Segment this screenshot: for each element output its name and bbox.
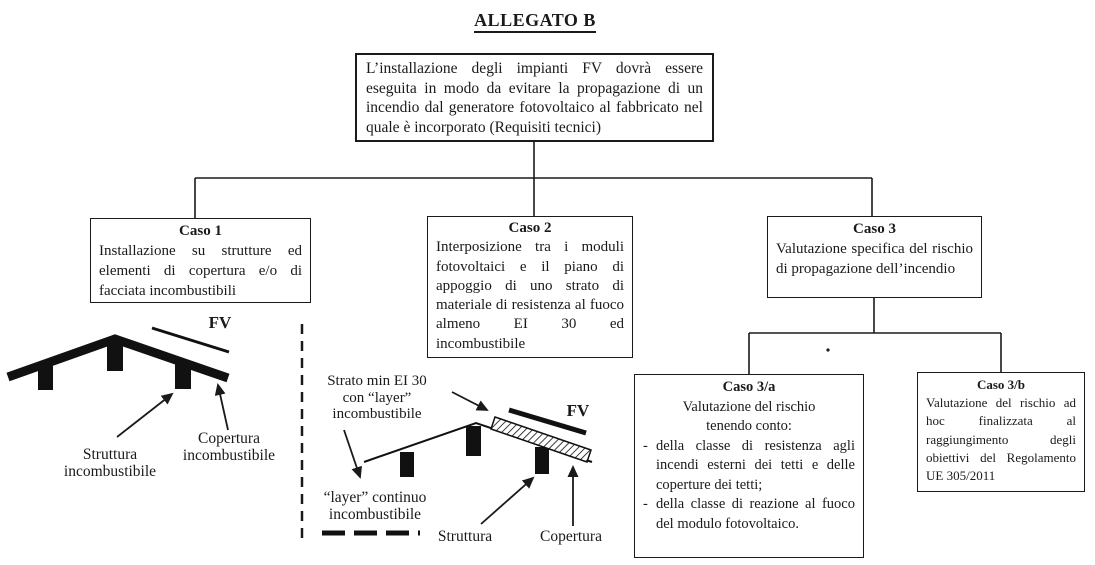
caso1-box [90,218,311,303]
caso3-box [767,216,982,298]
caso2-fv-label: FV [566,401,590,420]
caso3a-title: Caso 3/a [722,379,776,395]
caso3a-box [634,374,864,558]
root-requirement-box [355,53,714,142]
ink-dot [826,348,829,351]
struttura-arrow [481,478,533,524]
caso3a-bullet-1-text: della classe di resistenza agli incendi esterni dei tetti e delle coperture dei tetti; [656,437,855,493]
caso1-struttura-label-line1: Struttura [82,446,138,463]
caso3b-body: Valutazione del rischio ad hoc finalizzata al raggiungimento degli obiettivi del Regolamento UE 305/2011 [926,395,1076,484]
caso3b-box [917,372,1085,492]
caso2-layer-label [310,490,440,523]
copertura-arrow [218,385,228,430]
caso2-struttura-label: Struttura [437,528,493,545]
root-requirement-text: L’installazione degli impianti FV dovrà essere eseguita in modo da evitare la propagazione di un incendio dal generatore fotovoltaico al fabbricato nel quale è incorporato (Requisiti tecnici) [366,60,703,136]
caso1-roof-figure [8,328,229,437]
caso1-title: Caso 1 [179,223,222,239]
caso3a-intro-line1: Valutazione del rischio [682,398,816,415]
page-title-text: ALLEGATO B [474,10,596,33]
caso3a-bullet-1 [643,437,855,496]
caso3-body: Valutazione specifica del rischio di propagazione dell’incendio [776,241,973,277]
support-beam-middle [466,426,481,456]
caso3-title: Caso 3 [853,221,896,237]
caso1-copertura-label-line1: Copertura [198,430,260,447]
caso3a-intro-line2: tenendo conto: [706,418,792,434]
caso1-fv-label: FV [208,313,232,332]
caso1-copertura-label [150,431,308,464]
layer-arrow [344,430,360,477]
caso2-layer-label-line2: incombustibile [328,505,422,523]
caso3a-bullet-2-text: della classe di reazione al fuoco del modulo fotovoltaico. [656,496,855,532]
support-beam-right [175,364,191,389]
caso2-body: Interposizione tra i moduli fotovoltaici e il piano di appoggio di uno strato di materiale di resistenza al fuoco almeno EI 30 ed incombustibile [436,239,624,352]
caso1-body: Installazione su strutture ed elementi di copertura e/o di facciata incombustibili [99,243,302,299]
caso2-copertura-label: Copertura [540,528,602,545]
support-beam-left [38,366,53,390]
support-beam-left [400,452,414,477]
caso2-strato-label-line1: Strato min EI 30 [327,373,427,389]
page-title [340,10,730,31]
caso1-copertura-label-line2: incombustibile [182,446,276,464]
caso2-strato-label-line3: incombustibile [332,406,422,422]
caso2-title: Caso 2 [508,220,552,236]
bullet-marker: - [643,496,648,512]
caso2-strato-label [316,373,438,423]
caso3a-bullet-2 [643,495,855,534]
support-beam-right [535,447,549,474]
strato-arrow [452,392,487,410]
caso2-strato-label-line2: con “layer” [342,389,412,406]
caso3b-title: Caso 3/b [976,377,1026,392]
caso2-layer-label-line1: “layer” continuo [323,489,427,506]
bullet-marker: - [643,437,648,454]
caso2-box [427,216,633,358]
support-beam-middle [107,341,123,371]
caso1-struttura-label-line2: incombustibile [63,462,157,480]
